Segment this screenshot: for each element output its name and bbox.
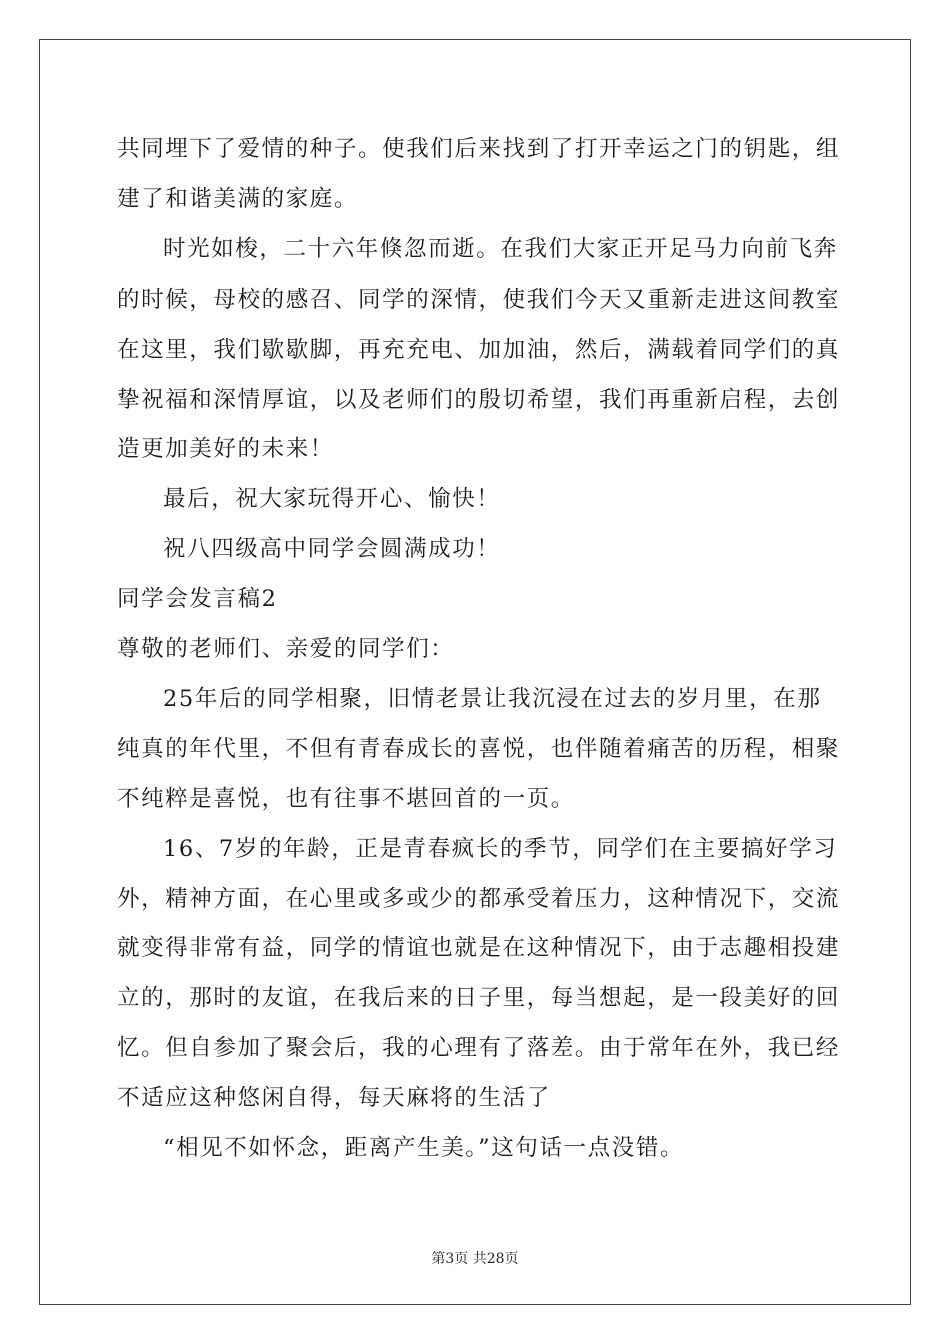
- text-line: 的时候，母校的感召、同学的深情，使我们今天又重新走进这间教室: [117, 287, 841, 313]
- text-line: 不纯粹是喜悦，也有往事不堪回首的一页。: [117, 786, 575, 812]
- text-line: 挚祝福和深情厚谊，以及老师们的殷切希望，我们再重新启程，去创: [117, 387, 841, 413]
- text-line: 就变得非常有益，同学的情谊也就是在这种情况下，由于志趣相投建: [117, 935, 841, 961]
- text-line: 在这里，我们歇歇脚，再充充电、加加油，然后，满载着同学们的真: [117, 337, 841, 363]
- text-line: 时光如梭，二十六年倏忽而逝。在我们大家正开足马力向前飞奔: [163, 236, 838, 262]
- text-line: 共同埋下了爱情的种子。使我们后来找到了打开幸运之门的钥匙，组: [117, 136, 841, 162]
- text-line: 祝八四级高中同学会圆满成功！: [163, 536, 501, 562]
- text-line: 外，精神方面，在心里或多或少的都承受着压力，这种情况下，交流: [117, 886, 841, 912]
- salutation: 尊敬的老师们、亲爱的同学们：: [117, 636, 455, 662]
- text-line: 最后，祝大家玩得开心、愉快！: [163, 486, 501, 512]
- text-line: 纯真的年代里，不但有青春成长的喜悦，也伴随着痛苦的历程，相聚: [117, 736, 841, 762]
- page-footer: 第3页 共28页: [431, 1251, 519, 1267]
- text-line: 不适应这种悠闲自得，每天麻将的生活了: [117, 1085, 551, 1111]
- text-line: 25年后的同学相聚，旧情老景让我沉浸在过去的岁月里，在那: [163, 686, 822, 712]
- text-line: “相见不如怀念，距离产生美。”这句话一点没错。: [163, 1135, 685, 1161]
- text-line: 造更加美好的未来！: [117, 436, 334, 462]
- text-line: 16、7岁的年龄，正是青春疯长的季节，同学们在主要搞好学习: [163, 836, 838, 862]
- section-heading: 同学会发言稿2: [117, 586, 278, 612]
- page-border: [39, 39, 911, 1305]
- text-line: 忆。但自参加了聚会后，我的心理有了落差。由于常年在外，我已经: [117, 1035, 841, 1061]
- text-line: 建了和谐美满的家庭。: [117, 186, 359, 212]
- text-line: 立的，那时的友谊，在我后来的日子里，每当想起，是一段美好的回: [117, 985, 841, 1011]
